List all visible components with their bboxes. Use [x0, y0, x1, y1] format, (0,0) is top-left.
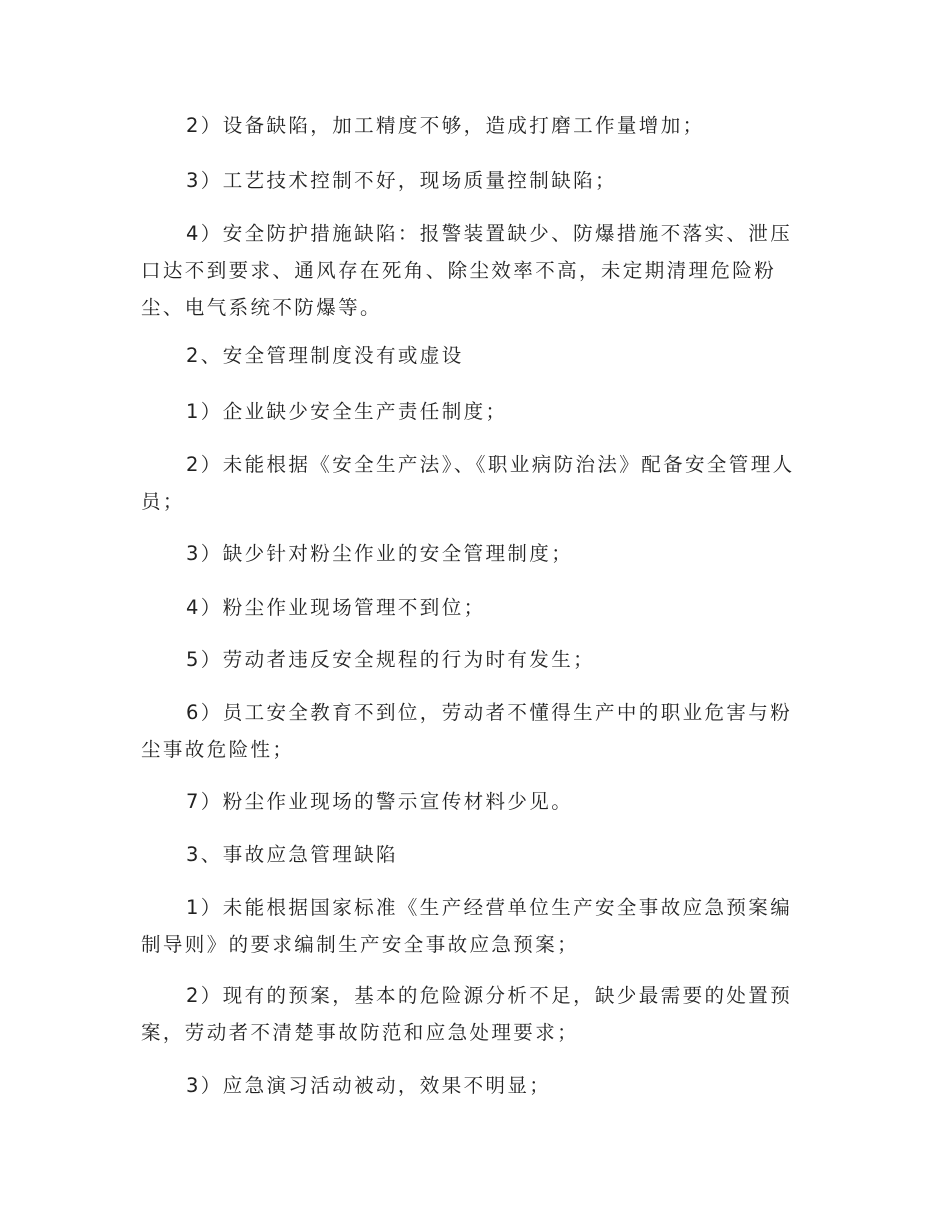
paragraph-8: 4）粉尘作业现场管理不到位； — [186, 596, 486, 619]
paragraph-14: 2）现有的预案，基本的危险源分析不足，缺少最需要的处置预案，劳动者不清楚事故防范和应急处理要求； — [141, 984, 793, 1044]
paragraph-1: 2）设备缺陷，加工精度不够，造成打磨工作量增加； — [186, 114, 705, 137]
paragraph-5: 1）企业缺少安全生产责任制度； — [186, 400, 508, 423]
paragraph-6: 2）未能根据《安全生产法》、《职业病防治法》配备安全管理人员； — [141, 453, 795, 513]
paragraph-15: 3）应急演习活动被动，效果不明显； — [186, 1074, 552, 1097]
paragraph-10: 6）员工安全教育不到位，劳动者不懂得生产中的职业危害与粉尘事故危险性； — [141, 701, 793, 761]
paragraph-2: 3）工艺技术控制不好，现场质量控制缺陷； — [186, 169, 617, 192]
paragraph-9: 5）劳动者违反安全规程的行为时有发生； — [186, 648, 596, 671]
paragraph-7: 3）缺少针对粉尘作业的安全管理制度； — [186, 542, 574, 565]
paragraph-13: 1）未能根据国家标准《生产经营单位生产安全事故应急预案编制导则》的要求编制生产安全事故应急预案； — [141, 896, 793, 956]
section-heading-3: 3、事故应急管理缺陷 — [186, 843, 398, 866]
paragraph-3: 4）安全防护措施缺陷：报警装置缺少、防爆措施不落实、泄压口达不到要求、通风存在死角、除尘效率不高，未定期清理危险粉尘、电气系统不防爆等。 — [141, 222, 793, 319]
section-heading-2: 2、安全管理制度没有或虚设 — [186, 344, 464, 367]
paragraph-11: 7）粉尘作业现场的警示宣传材料少见。 — [186, 790, 574, 813]
